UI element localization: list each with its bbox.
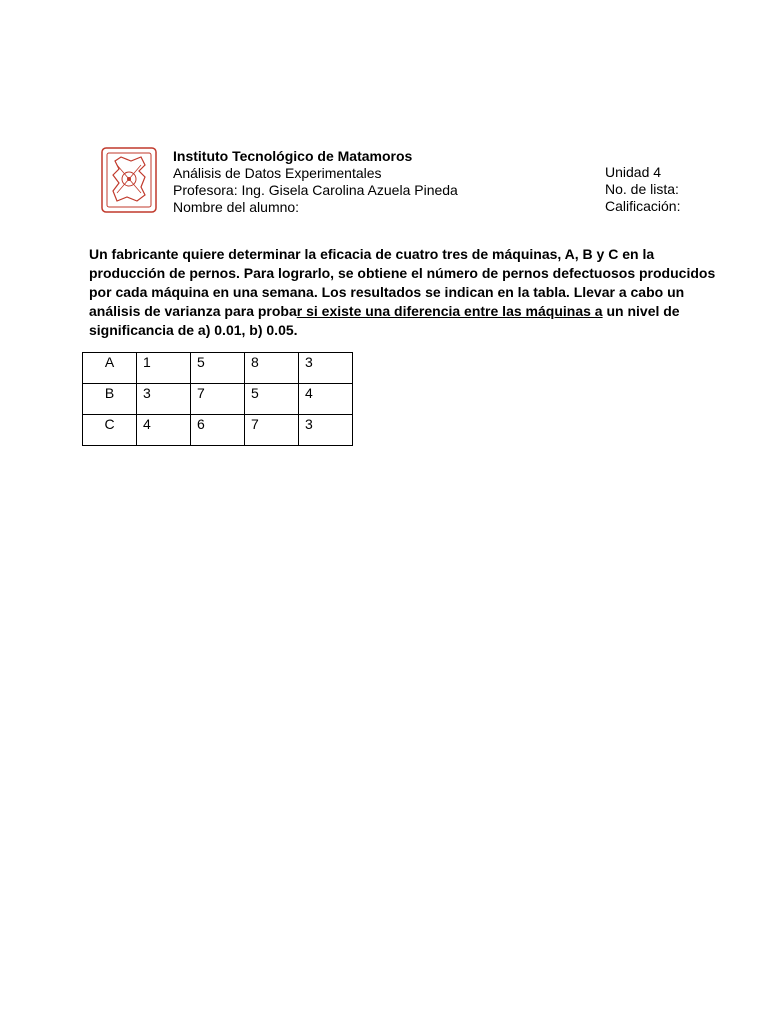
table-cell: 3: [299, 353, 353, 384]
institution-name: Instituto Tecnológico de Matamoros: [173, 148, 413, 164]
table-cell: 5: [191, 353, 245, 384]
row-label: A: [83, 353, 137, 384]
problem-text-part2: un nivel de significancia de a) 0.01, b) 0.05.: [89, 303, 680, 338]
institute-seal-icon: [101, 147, 157, 213]
table-cell: 3: [299, 415, 353, 446]
table-cell: 7: [245, 415, 299, 446]
unit-label: Unidad 4: [605, 164, 662, 180]
table-cell: 8: [245, 353, 299, 384]
student-name-label: Nombre del alumno:: [173, 199, 300, 215]
list-number-label: No. de lista:: [605, 181, 679, 197]
table-cell: 6: [191, 415, 245, 446]
problem-text-underlined: r si existe una diferencia entre las máquinas a: [296, 303, 603, 319]
course-name: Análisis de Datos Experimentales: [173, 165, 382, 181]
document-header: [173, 148, 458, 216]
institute-logo: [101, 147, 157, 213]
data-table: [82, 352, 353, 446]
table-cell: 7: [191, 384, 245, 415]
row-label: B: [83, 384, 137, 415]
problem-statement: [89, 245, 719, 340]
table-cell: 3: [137, 384, 191, 415]
problem-text-part1: Un fabricante quiere determinar la eficacia de cuatro tres de máquinas, A, B y C en la producción de pernos. Para lograrlo, se obtiene el número de pernos defectuosos producidos por cada máquina en una semana. Los resultados se indican en la tabla. Llevar a cabo un análisis de varianza para proba: [89, 246, 716, 319]
grade-label: Calificación:: [605, 198, 681, 214]
table-row: [83, 353, 353, 384]
document-header-right: [605, 164, 680, 215]
table-cell: 1: [137, 353, 191, 384]
row-label: C: [83, 415, 137, 446]
table-row: [83, 415, 353, 446]
professor-name: Profesora: Ing. Gisela Carolina Azuela Pineda: [173, 182, 458, 198]
table-cell: 4: [299, 384, 353, 415]
table-cell: 5: [245, 384, 299, 415]
table-cell: 4: [137, 415, 191, 446]
table-row: [83, 384, 353, 415]
